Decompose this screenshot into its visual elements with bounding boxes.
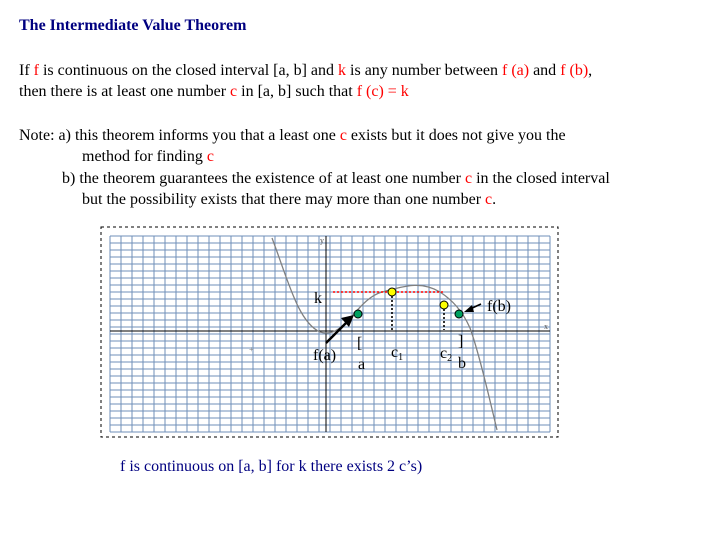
point-c2: [440, 301, 448, 309]
label-b: b: [458, 355, 466, 372]
label-k: k: [314, 290, 322, 307]
graph-grid: [110, 236, 550, 432]
x-axis-label: x: [544, 322, 548, 331]
label-a: a: [358, 356, 366, 373]
theorem-statement-line-1: If f is continuous on the closed interval [a, b] and k is any number between f (a) and f (b),: [19, 62, 593, 79]
label-fa: f(a): [313, 347, 337, 364]
point-fa: [354, 310, 362, 318]
note-line-1: Note: a) this theorem informs you that a least one c exists but it does not give you the: [19, 127, 566, 144]
theorem-statement-line-2: then there is at least one number c in [a, b] such that f (c) = k: [19, 83, 409, 100]
label-a-bracket: [: [357, 335, 363, 352]
page-title: The Intermediate Value Theorem: [19, 17, 247, 34]
label-c2: c2: [440, 345, 453, 364]
note-line-2: method for finding c: [82, 148, 214, 165]
note-line-4: but the possibility exists that there may more than one number c.: [82, 191, 497, 208]
point-c1: [388, 288, 396, 296]
label-c1: c1: [391, 344, 404, 363]
label-fb: f(b): [487, 298, 511, 315]
graph-caption: f is continuous on [a, b] for k there exists 2 c’s): [120, 458, 423, 475]
label-b-bracket: ]: [458, 333, 464, 350]
note-line-3: b) the theorem guarantees the existence of at least one number c in the closed interval: [62, 170, 610, 187]
origin-marker: +: [249, 345, 254, 354]
y-axis-label: y: [320, 236, 324, 245]
point-fb: [455, 310, 463, 318]
